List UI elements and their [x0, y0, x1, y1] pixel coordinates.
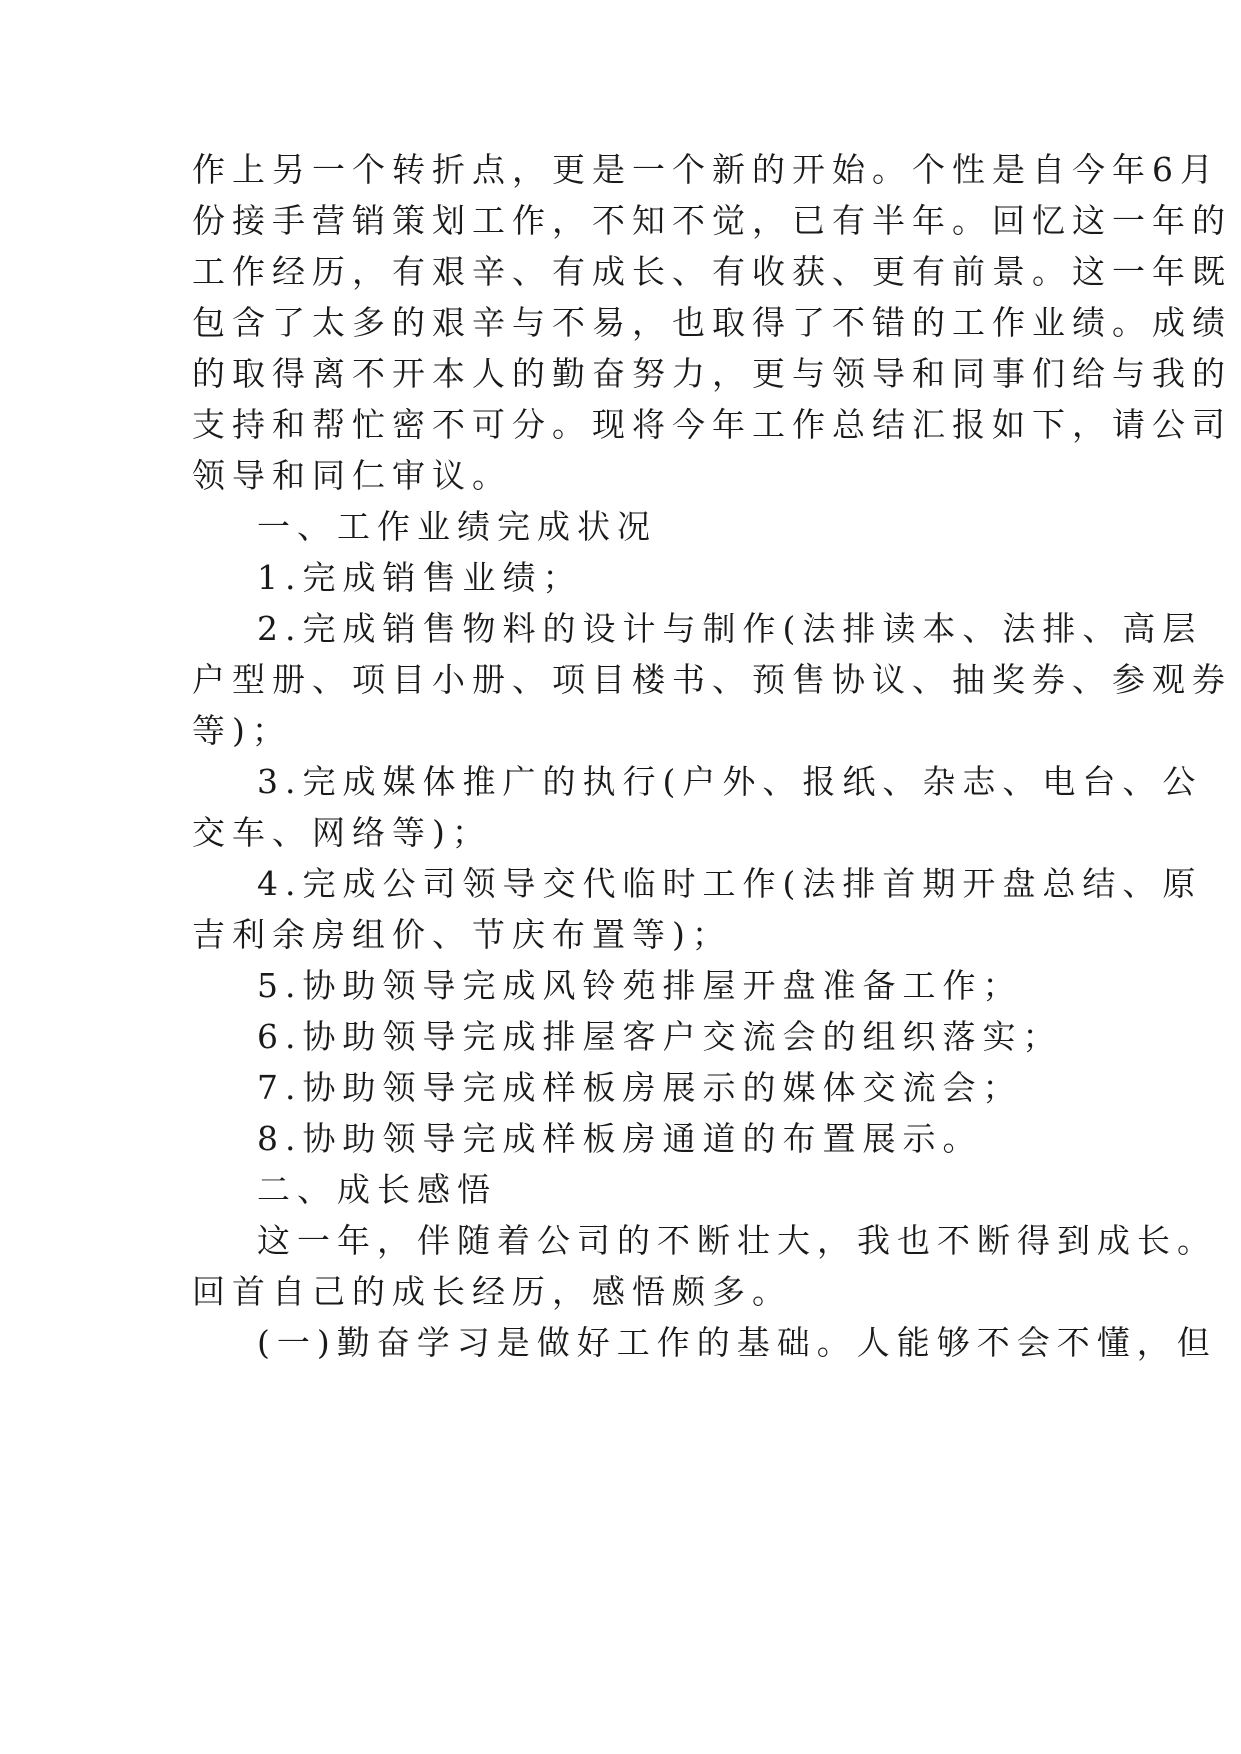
list-item: 8.协助领导完成样板房通道的布置展示。 [257, 1119, 983, 1158]
section-heading: 二、成长感悟 [257, 1170, 497, 1209]
list-item: 6.协助领导完成排屋客户交流会的组织落实； [257, 1017, 1063, 1056]
section-heading: 一、工作业绩完成状况 [257, 507, 657, 546]
text-line: 户型册、项目小册、项目楼书、预售协议、抽奖券、参观券 [192, 660, 1232, 699]
list-item: 3.完成媒体推广的执行(户外、报纸、杂志、电台、公 [257, 762, 1203, 801]
list-item: 2.完成销售物料的设计与制作(法排读本、法排、高层 [257, 609, 1203, 648]
list-item: 1.完成销售业绩； [257, 558, 583, 597]
text-line: 回首自己的成长经历，感悟颇多。 [192, 1272, 792, 1311]
text-line: 作上另一个转折点，更是一个新的开始。个性是自今年6月 [192, 150, 1220, 189]
text-line: 的取得离不开本人的勤奋努力，更与领导和同事们给与我的 [192, 354, 1232, 393]
text-line: 领导和同仁审议。 [192, 456, 512, 495]
list-item: 4.完成公司领导交代临时工作(法排首期开盘总结、原 [257, 864, 1203, 903]
text-line: 包含了太多的艰辛与不易，也取得了不错的工作业绩。成绩 [192, 303, 1232, 342]
text-line: 份接手营销策划工作，不知不觉，已有半年。回忆这一年的 [192, 201, 1232, 240]
text-line: 等)； [192, 711, 292, 750]
text-line: 这一年，伴随着公司的不断壮大，我也不断得到成长。 [257, 1221, 1217, 1260]
list-item: 7.协助领导完成样板房展示的媒体交流会； [257, 1068, 1023, 1107]
text-line: 支持和帮忙密不可分。现将今年工作总结汇报如下，请公司 [192, 405, 1232, 444]
text-line: 工作经历，有艰辛、有成长、有收获、更有前景。这一年既 [192, 252, 1232, 291]
text-line: 吉利余房组价、节庆布置等)； [192, 915, 732, 954]
list-item: 5.协助领导完成风铃苑排屋开盘准备工作； [257, 966, 1023, 1005]
text-line: 交车、网络等)； [192, 813, 492, 852]
text-line: (一)勤奋学习是做好工作的基础。人能够不会不懂，但 [257, 1323, 1217, 1362]
